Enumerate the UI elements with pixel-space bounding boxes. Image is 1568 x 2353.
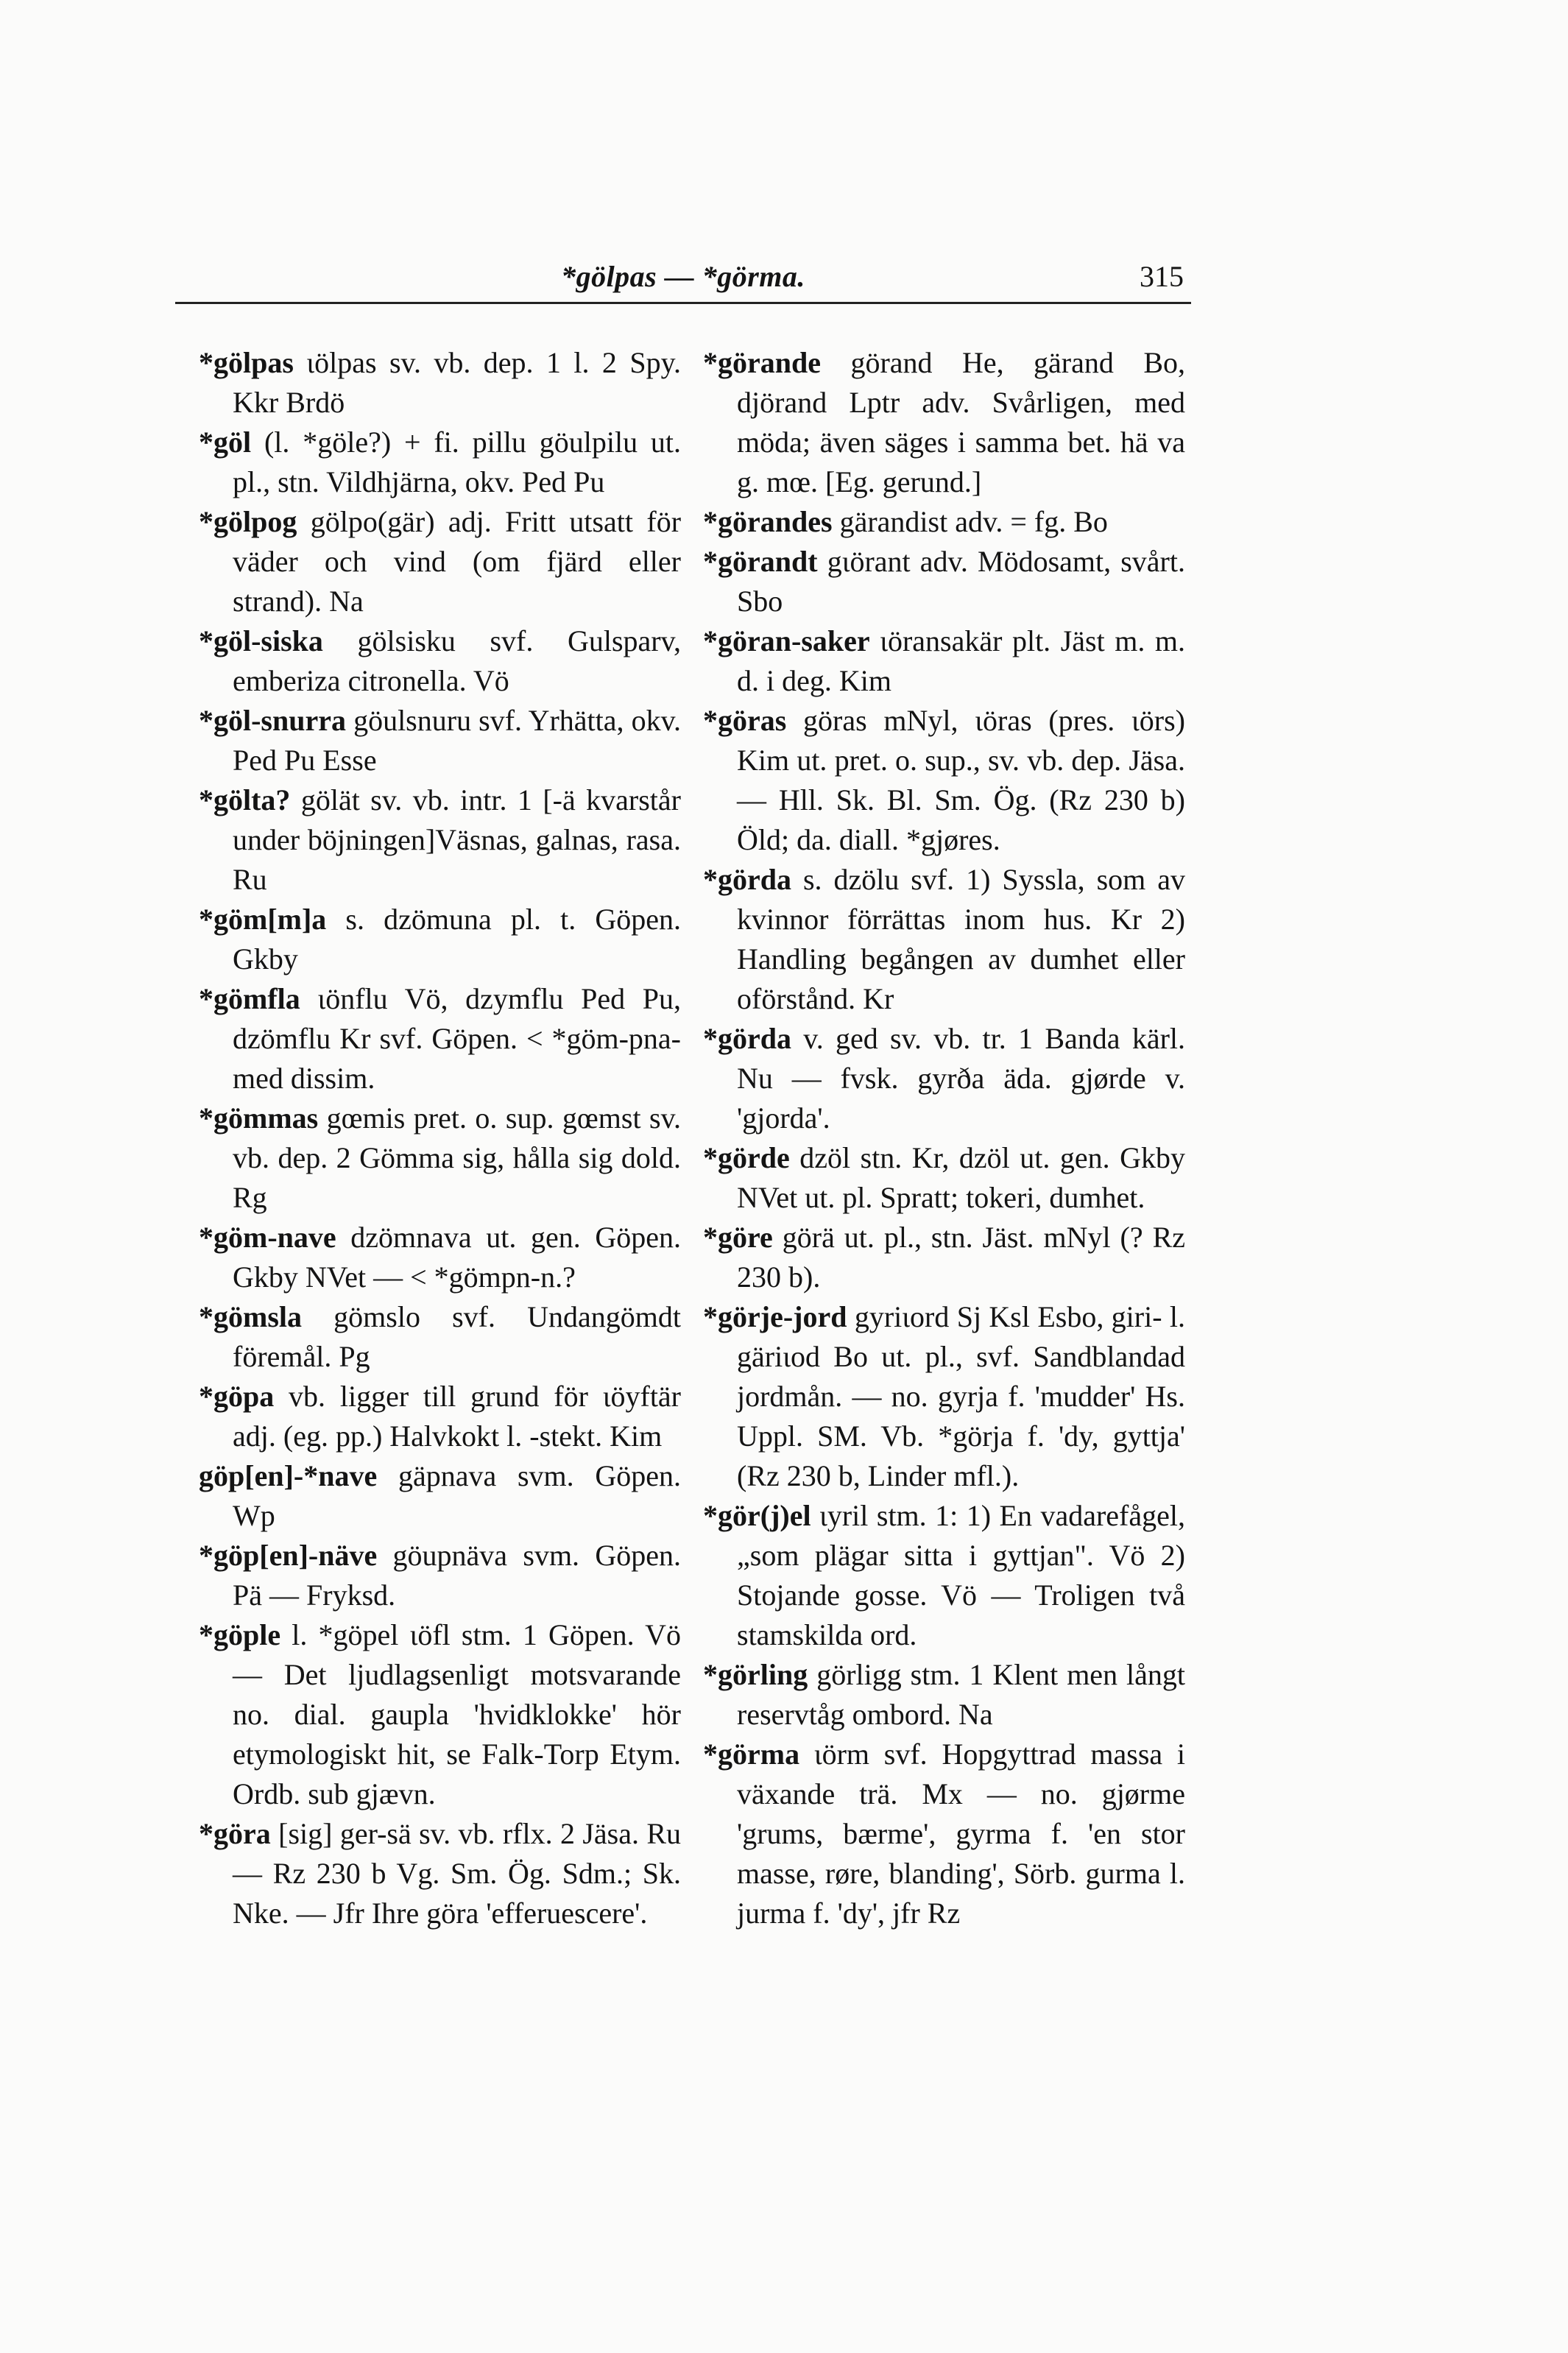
- entry-text: s. dzömuna pl. t. Göpen. Gkby: [233, 903, 682, 976]
- entry: [199, 621, 681, 701]
- left-column: [199, 343, 681, 1933]
- entry-text: ɩyril stm. 1: 1) En vadarefågel, „som plägar sitta i gyttjan". Vö 2) Stojande gosse. Vö — Troligen två stamskilda ord.: [737, 1499, 1185, 1651]
- entry: [703, 502, 1185, 542]
- headword: *göran-saker: [703, 624, 870, 657]
- entry-text: göupnäva svm. Göpen. Pä — Fryksd.: [233, 1539, 682, 1612]
- headword: *görande: [703, 346, 821, 379]
- entry-text: göras mNyl, ɩöras (pres. ɩörs) Kim ut. pret. o. sup., sv. vb. dep. Jäsa. — Hll. Sk. Bl. Sm. Ög. (Rz 230 b) Öld; da. diall. *gjøres.: [737, 704, 1185, 856]
- entry-text: göulsnuru svf. Yrhätta, okv. Ped Pu Esse: [233, 704, 681, 777]
- entry: [703, 1735, 1185, 1933]
- entry: [199, 1456, 681, 1536]
- headword: *görde: [703, 1141, 790, 1174]
- entry: [199, 1218, 681, 1297]
- running-head-title: *gölpas — *görma.: [561, 260, 805, 293]
- running-head: [175, 258, 1191, 304]
- entry-text: görligg stm. 1 Klent men långt reservtåg ombord. Na: [737, 1658, 1185, 1731]
- headword: *gömsla: [199, 1300, 302, 1333]
- entry: [703, 860, 1185, 1019]
- headword: *göre: [703, 1221, 773, 1254]
- headword: *görda: [703, 863, 791, 896]
- entry-text: dzöl stn. Kr, dzöl ut. gen. Gkby NVet ut. pl. Spratt; tokeri, dumhet.: [737, 1141, 1185, 1214]
- entry: [703, 701, 1185, 860]
- entry-text: (l. *göle?) + fi. pillu göulpilu ut. pl., stn. Vildhjärna, okv. Ped Pu: [233, 426, 682, 498]
- entry-text: vb. ligger till grund för ɩöyftär adj. (eg. pp.) Halvkokt l. -stekt. Kim: [233, 1380, 682, 1453]
- headword: *göpa: [199, 1380, 275, 1413]
- headword: *görje-jord: [703, 1300, 847, 1333]
- headword: *göm-nave: [199, 1221, 336, 1254]
- entry-text: ɩöransakär plt. Jäst m. m. d. i deg. Kim: [737, 624, 1186, 697]
- entry: [703, 542, 1185, 621]
- entry-text: gɩörant adv. Mödosamt, svårt. Sbo: [737, 545, 1185, 618]
- headword: *göple: [199, 1618, 281, 1651]
- headword: göp[en]-*nave: [199, 1459, 378, 1492]
- entry: [703, 1138, 1185, 1218]
- headword: *gör(j)el: [703, 1499, 811, 1532]
- entry: [703, 1019, 1185, 1138]
- entry-text: gölpo(gär) adj. Fritt utsatt för väder och vind (om fjärd eller strand). Na: [233, 505, 682, 618]
- headword: *gölpas: [199, 346, 294, 379]
- headword: *göra: [199, 1817, 271, 1850]
- entry-text: gyriɩord Sj Ksl Esbo, giri- l. gäriɩod Bo ut. pl., svf. Sandblandad jordmån. — no. gyrja f. 'mudder' Hs. Uppl. SM. Vb. *görja f. 'dy, gyttja' (Rz 230 b, Linder mfl.).: [737, 1300, 1186, 1492]
- headword: *gölta?: [199, 783, 291, 816]
- entry-text: gölät sv. vb. intr. 1 [-ä kvarstår under böjningen]Väsnas, galnas, rasa. Ru: [233, 783, 681, 896]
- entry-text: gœmis pret. o. sup. gœmst sv. vb. dep. 2 Gömma sig, hålla sig dold. Rg: [233, 1101, 681, 1214]
- entry: [199, 423, 681, 502]
- entry-text: görä ut. pl., stn. Jäst. mNyl (? Rz 230 b).: [737, 1221, 1185, 1294]
- entry: [199, 780, 681, 900]
- headword: *göm[m]a: [199, 903, 327, 936]
- headword: *göl: [199, 426, 252, 459]
- entry: [199, 343, 681, 423]
- headword: *görda: [703, 1022, 791, 1055]
- entry: [199, 1615, 681, 1814]
- entry: [199, 1814, 681, 1933]
- entry: [199, 979, 681, 1098]
- entry: [199, 701, 681, 780]
- headword: *göl-snurra: [199, 704, 346, 737]
- entry-text: gärandist adv. = fg. Bo: [839, 505, 1108, 538]
- entry: [703, 1218, 1185, 1297]
- headword: *görandt: [703, 545, 818, 578]
- entry-text: s. dzölu svf. 1) Syssla, som av kvinnor förrättas inom hus. Kr 2) Handling begången av dumhet eller oförstånd. Kr: [737, 863, 1185, 1015]
- entry: [703, 1297, 1185, 1496]
- entry: [199, 1098, 681, 1218]
- headword: *görandes: [703, 505, 833, 538]
- page-number: 315: [1140, 260, 1184, 293]
- entry: [199, 502, 681, 621]
- entry-text: ɩölpas sv. vb. dep. 1 l. 2 Spy. Kkr Brdö: [233, 346, 681, 419]
- entry-text: gömslo svf. Undangömdt föremål. Pg: [233, 1300, 682, 1373]
- entry-text: dzömnava ut. gen. Göpen. Gkby NVet — < *gömpn-n.?: [233, 1221, 681, 1294]
- right-column: [703, 343, 1185, 1933]
- headword: *gömfla: [199, 982, 300, 1015]
- entry: [703, 621, 1185, 701]
- entry-text: ɩörm svf. Hopgyttrad massa i växande trä. Mx — no. gjørme 'grums, bærme', gyrma f. 'en stor masse, røre, blanding', Sörb. gurma l. jurma f. 'dy', jfr Rz: [737, 1738, 1186, 1930]
- entry-text: görand He, gärand Bo, djörand Lptr adv. Svårligen, med möda; även säges i samma bet. hä va g. mœ. [Eg. gerund.]: [737, 346, 1185, 498]
- entry: [703, 343, 1185, 502]
- entry-text: v. ged sv. vb. tr. 1 Banda kärl. Nu — fvsk. gyrða äda. gjørde v. 'gjorda'.: [737, 1022, 1186, 1135]
- entry-text: gölsisku svf. Gulsparv, emberiza citronella. Vö: [233, 624, 681, 697]
- entry: [199, 1377, 681, 1456]
- headword: *göras: [703, 704, 787, 737]
- entry-text: l. *göpel ɩöfl stm. 1 Göpen. Vö — Det ljudlagsenligt motsvarande no. dial. gaupla 'hvidklokke' hör etymologiskt hit, se Falk-Torp Etym. Ordb. sub gjævn.: [233, 1618, 681, 1810]
- headword: *gölpog: [199, 505, 297, 538]
- headword: *gömmas: [199, 1101, 319, 1135]
- entry-text: [sig] ger-sä sv. vb. rflx. 2 Jäsa. Ru — Rz 230 b Vg. Sm. Ög. Sdm.; Sk. Nke. — Jfr Ihre göra 'efferuescere'.: [233, 1817, 682, 1930]
- entry-text: ɩönflu Vö, dzymflu Ped Pu, dzömflu Kr svf. Göpen. < *göm-pna- med dissim.: [233, 982, 682, 1095]
- entry: [199, 900, 681, 979]
- entry: [199, 1297, 681, 1377]
- entry-text: gäpnava svm. Göpen. Wp: [233, 1459, 681, 1532]
- headword: *göl-siska: [199, 624, 323, 657]
- headword: *göp[en]-näve: [199, 1539, 378, 1572]
- headword: *görling: [703, 1658, 808, 1691]
- entry: [703, 1496, 1185, 1655]
- headword: *görma: [703, 1738, 800, 1771]
- entry: [703, 1655, 1185, 1735]
- entry: [199, 1536, 681, 1615]
